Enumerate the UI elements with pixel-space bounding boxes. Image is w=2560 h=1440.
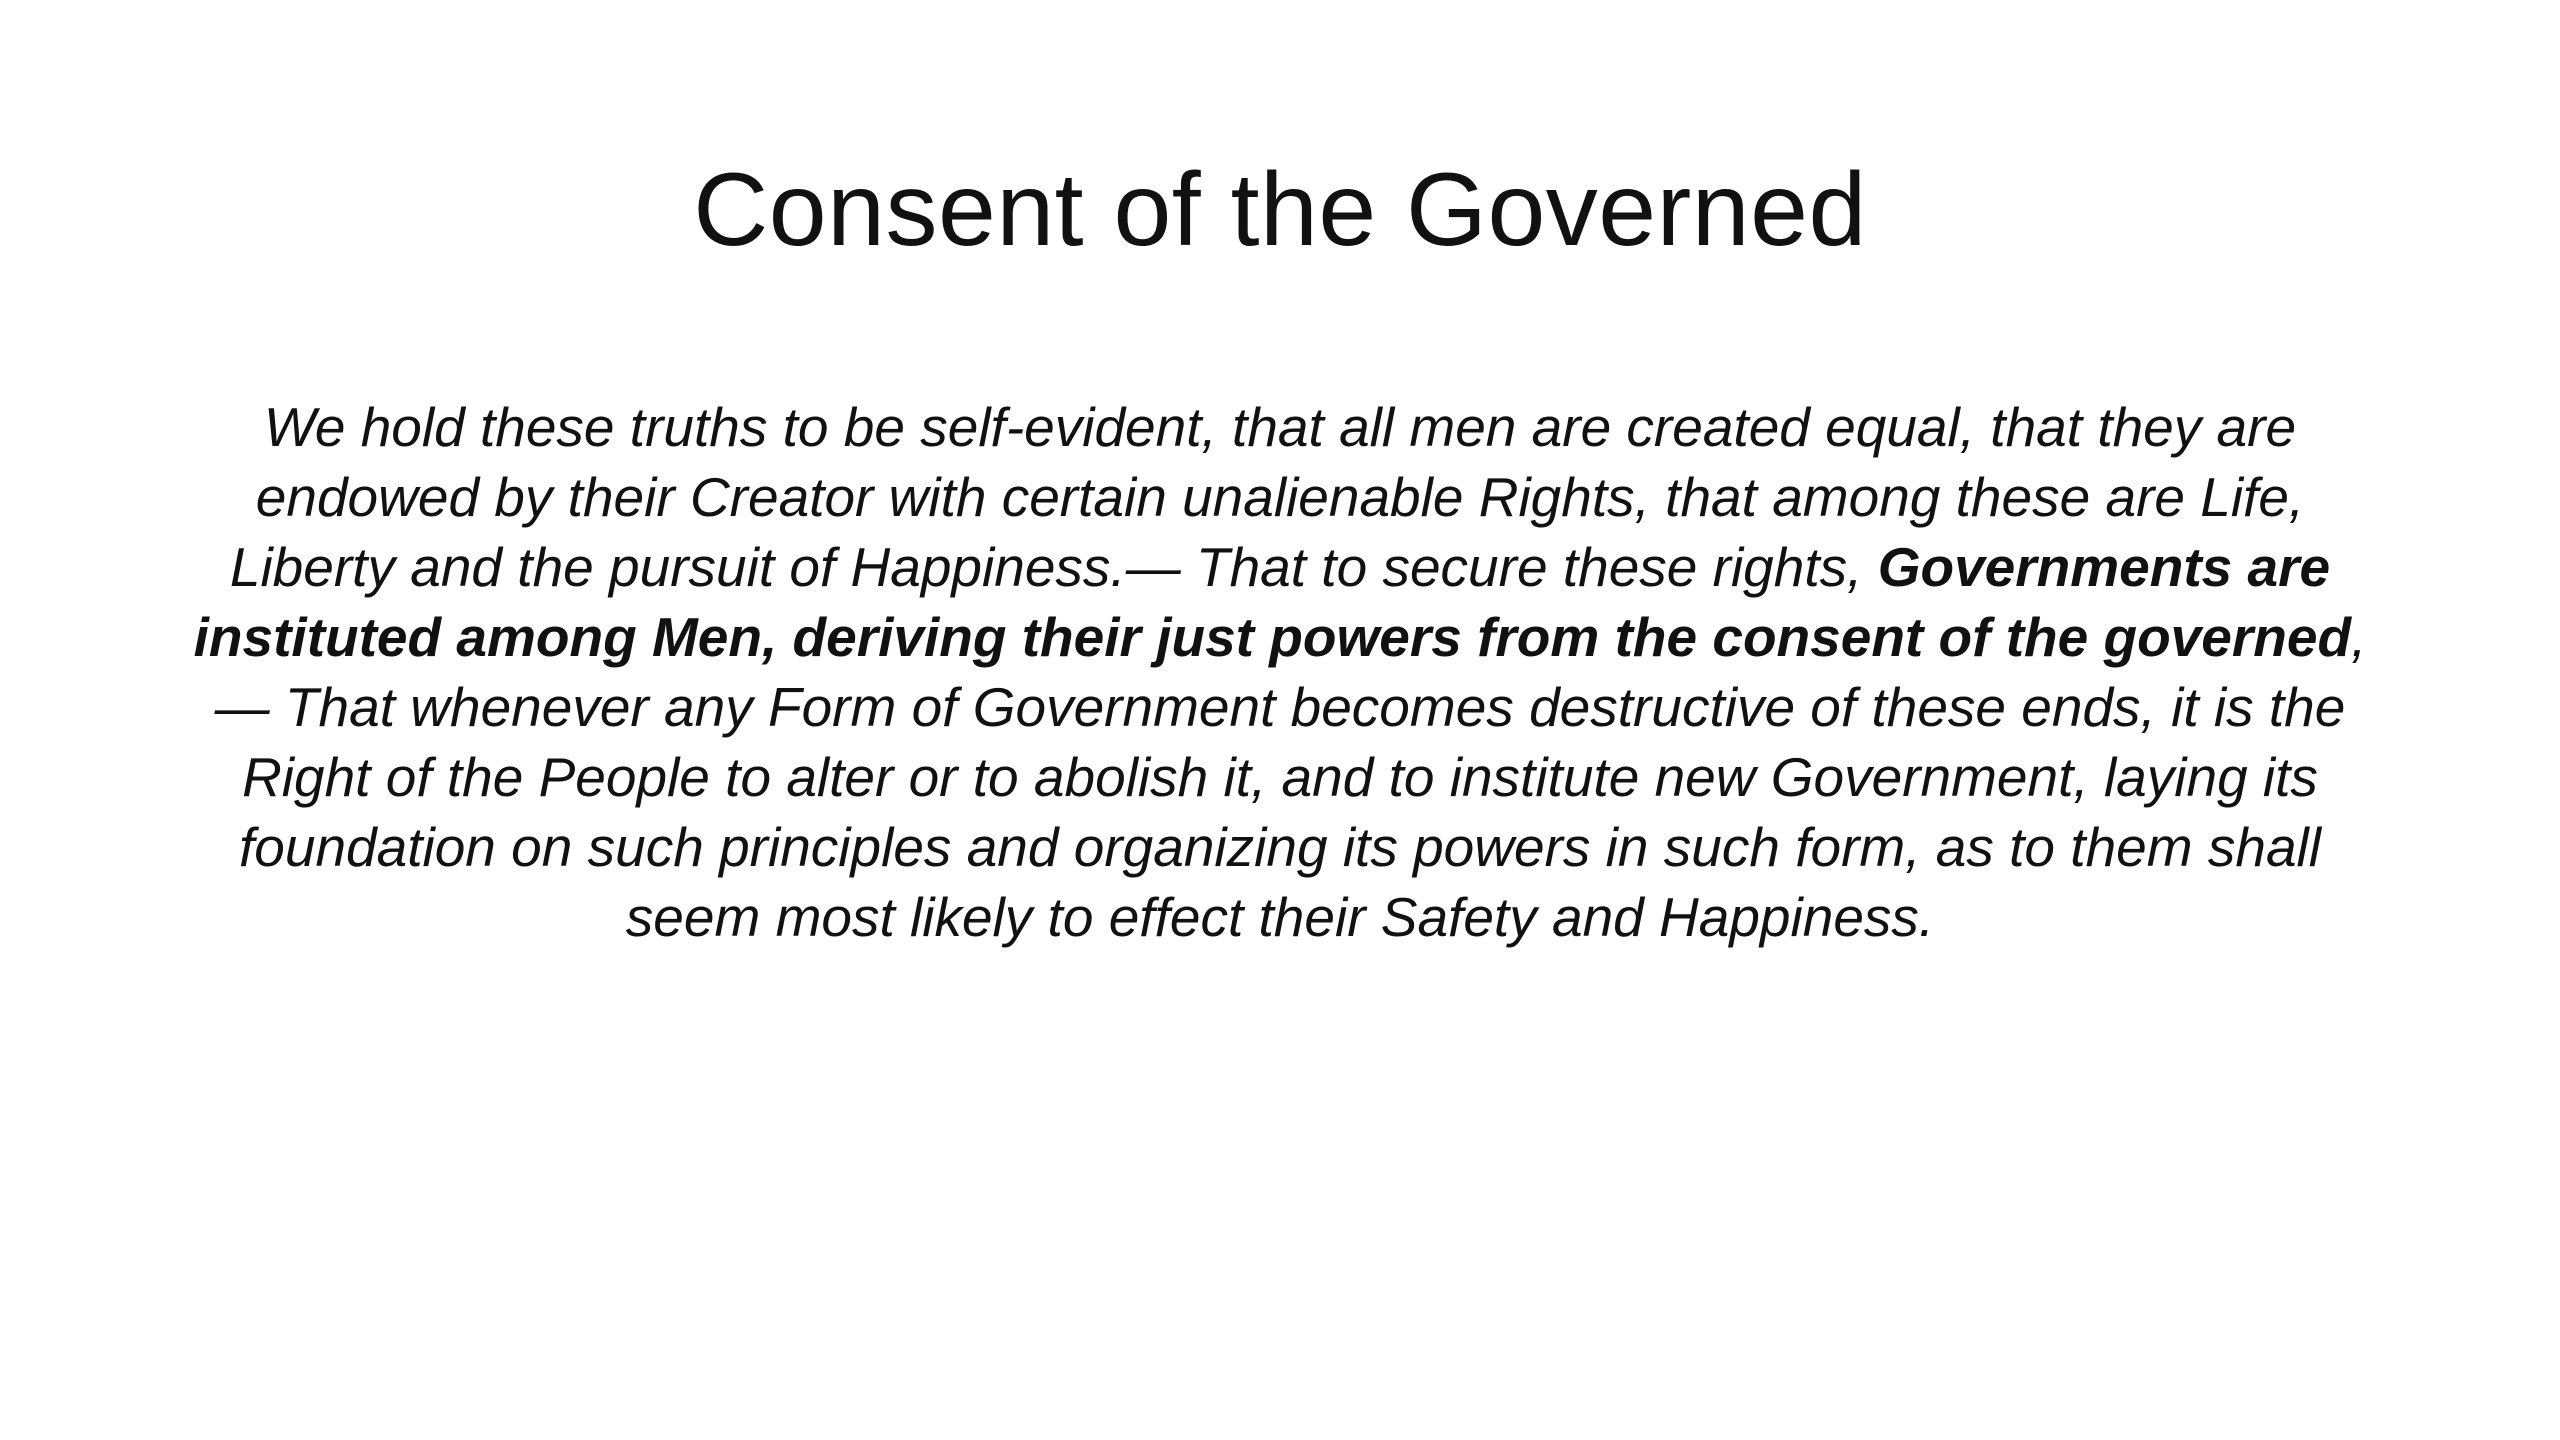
quote-text-start: We hold these truths to be self-evident, that all men are created equal, that they are endowed by their Creator with certain unalienable Rights, that among these are Life, Liberty and the pursuit of Happiness.— That to secure these rights,: [229, 396, 2305, 598]
quote-emphasis: Governments are instituted among Men, deriving their just powers from the consent of the governed: [193, 536, 2352, 668]
quote-text-end: , — That whenever any Form of Government becomes destructive of these ends, it is the Right of the People to alter or to abolish it, and to institute new Government, laying its foundation on such principles and organizing its powers in such form, as to them shall seem most likely to effect their Safety and Happiness.: [214, 606, 2367, 948]
slide-title: Consent of the Governed: [693, 152, 1867, 268]
quote-paragraph: [190, 392, 2370, 952]
